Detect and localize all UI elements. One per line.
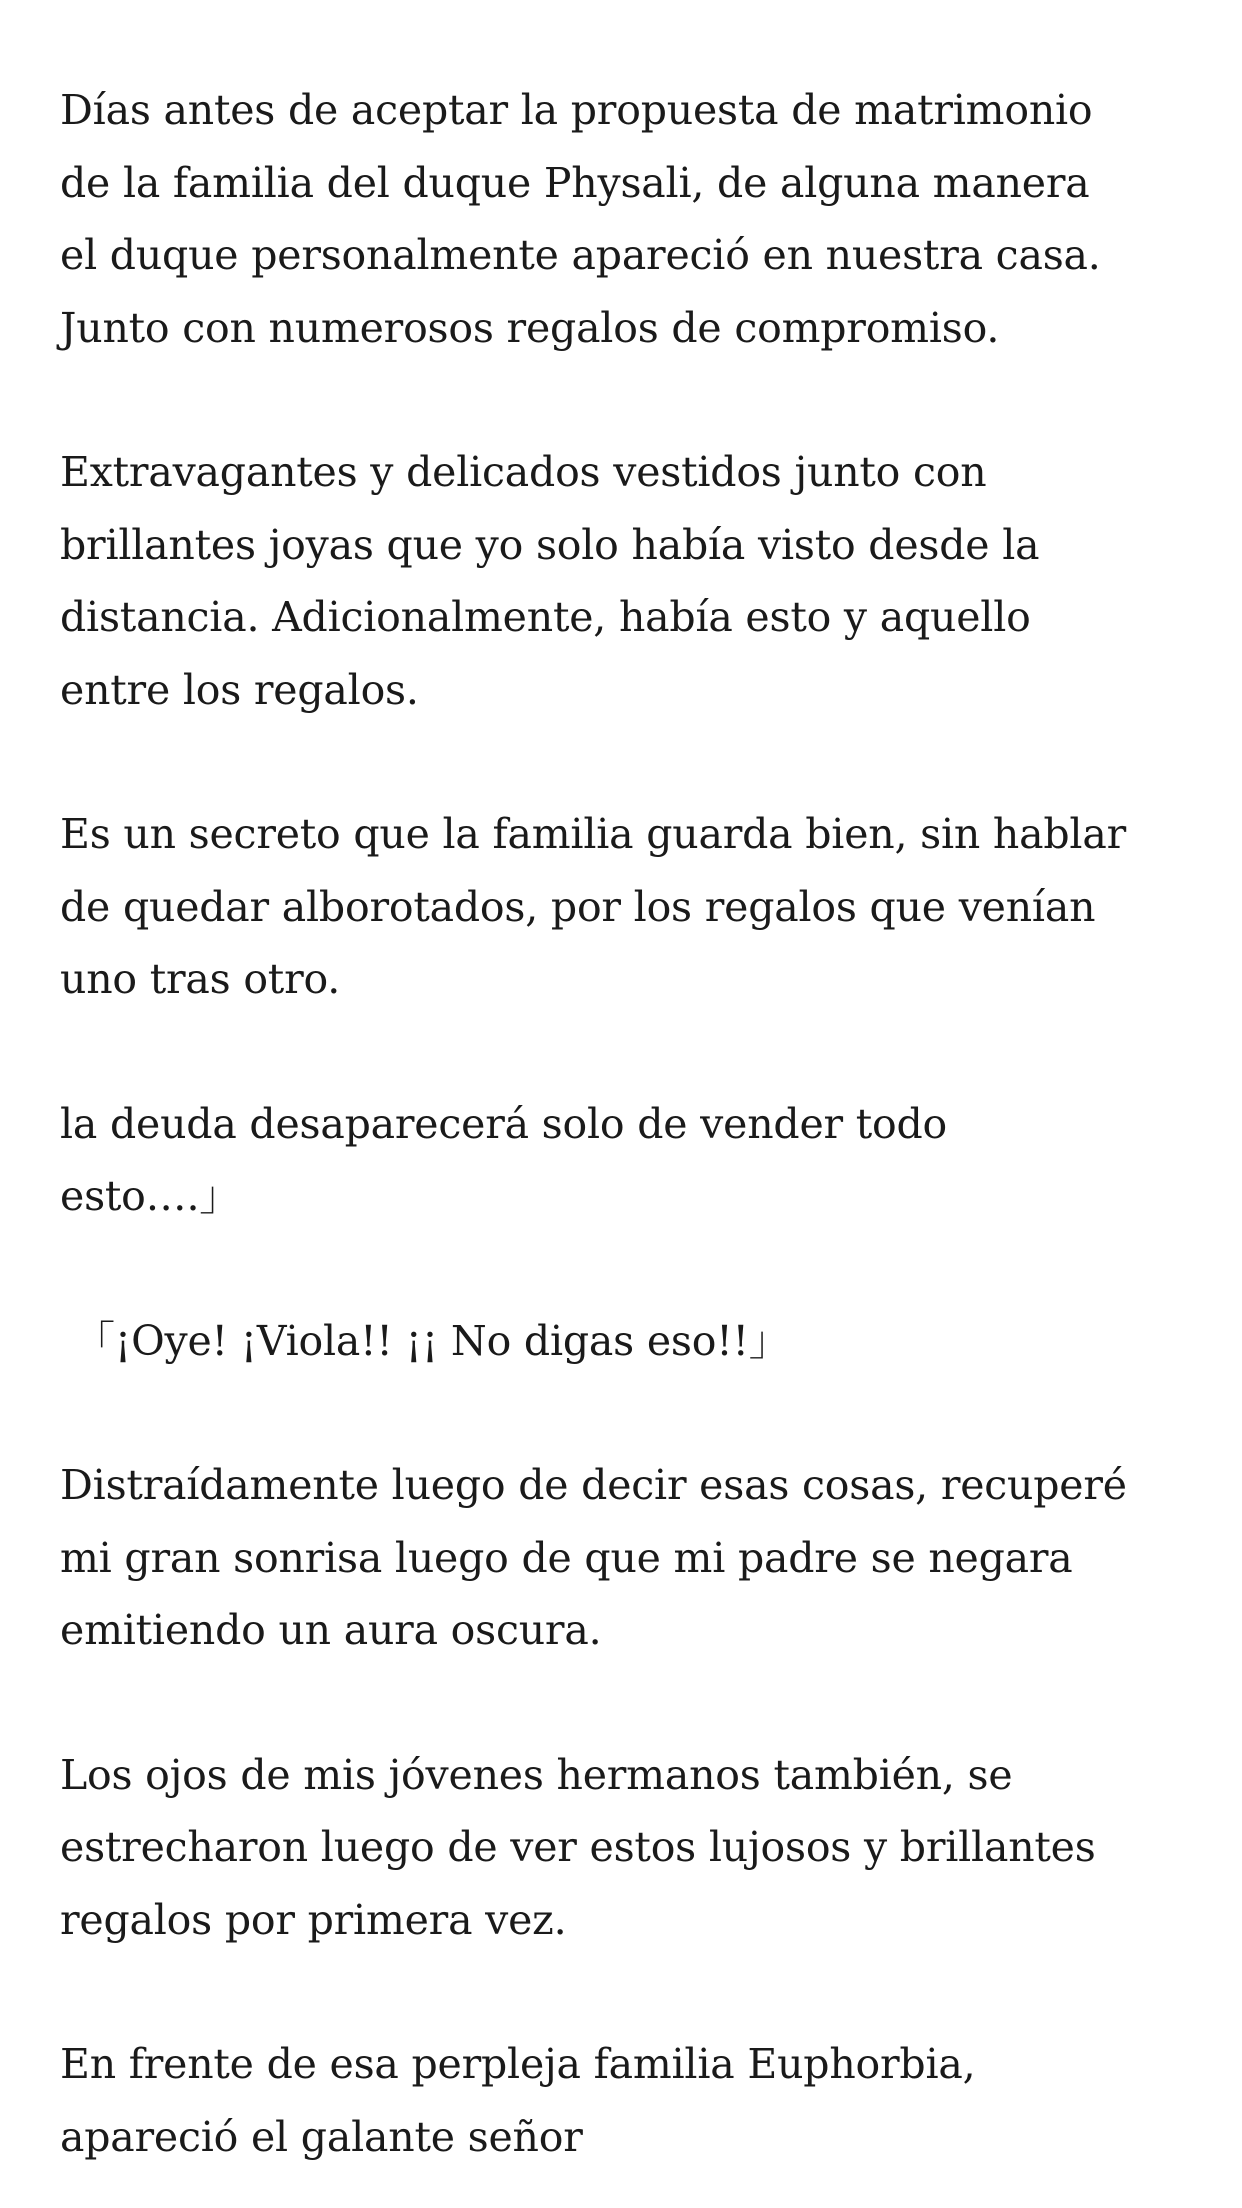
text-line: de quedar alborotados, por los regalos que venían [60,882,1096,931]
paragraph-2 [60,436,1180,726]
text-line: brillantes joyas que yo solo había visto desde la [60,520,1040,569]
paragraph-1 [60,74,1180,364]
paragraph-4 [60,1088,1180,1233]
text-line: apareció el galante señor [60,2112,583,2161]
text-line: emitiendo un aura oscura. [60,1606,602,1654]
text-line: Distraídamente luego de decir esas cosas, recuperé [60,1461,1127,1509]
text-line: entre los regalos. [60,665,419,714]
dialogue-line: 「¡Oye! ¡Viola!! ¡¡ No digas eso!!」 [74,1316,790,1365]
text-line: En frente de esa perpleja familia Euphorbia, [60,2040,976,2088]
text-line: de la familia del duque Physali, de alguna manera [60,158,1090,207]
paragraph-8 [60,2028,1180,2173]
dialogue-paragraph [60,1305,1180,1378]
chapter-text [60,74,1180,2173]
text-line: Días antes de aceptar la propuesta de matrimonio [60,86,1093,134]
paragraph-6 [60,1449,1180,1667]
text-line: el duque personalmente apareció en nuestra casa. [60,231,1101,279]
text-line: Los ojos de mis jóvenes hermanos también, se [60,1750,1013,1799]
text-line: Extravagantes y delicados vestidos junto con [60,448,987,496]
text-line: regalos por primera vez. [60,1895,567,1944]
text-line: esto….」 [60,1172,241,1220]
text-line: Junto con numerosos regalos de compromiso. [60,303,1000,352]
text-line: estrecharon luego de ver estos lujosos y brillantes [60,1823,1096,1871]
paragraph-3 [60,798,1180,1016]
text-line: la deuda desaparecerá solo de vender todo [60,1099,948,1148]
text-line: Es un secreto que la familia guarda bien, sin hablar [60,810,1126,858]
text-line: mi gran sonrisa luego de que mi padre se negara [60,1533,1073,1582]
text-line: distancia. Adicionalmente, había esto y aquello [60,593,1031,641]
paragraph-7 [60,1739,1180,1957]
text-line: uno tras otro. [60,955,341,1003]
